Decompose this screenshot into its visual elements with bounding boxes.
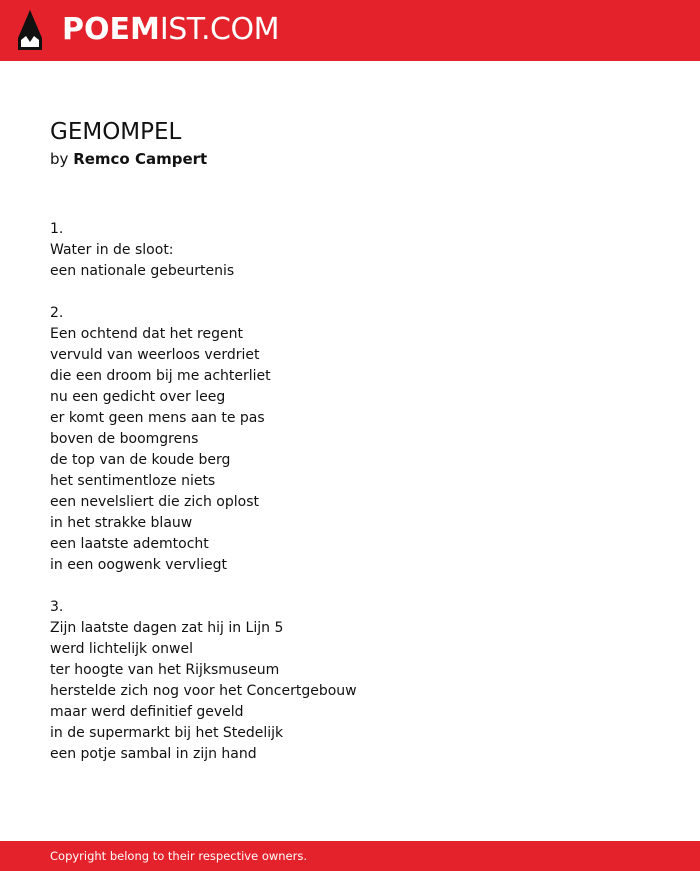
stanza-number: 2. [50, 305, 64, 321]
poem-line: herstelde zich nog voor het Concertgebouw [50, 683, 357, 699]
poem-line: in de supermarkt bij het Stedelijk [50, 725, 284, 741]
stanza-number: 1. [50, 221, 64, 237]
poem-line: ter hoogte van het Rijksmuseum [50, 662, 280, 678]
stanza-number: 3. [50, 599, 64, 615]
pencil-tip-icon[interactable] [18, 10, 42, 50]
stanza [50, 219, 650, 282]
poem-byline [50, 149, 207, 169]
by-label: by [50, 150, 69, 168]
stanza [50, 303, 650, 576]
stanza [50, 597, 650, 765]
poem-line: nu een gedicht over leeg [50, 389, 226, 405]
brand-light-text: IST.COM [159, 12, 279, 47]
poem-body [50, 219, 650, 786]
site-footer [0, 841, 700, 871]
poem-title: GEMOMPEL [50, 119, 182, 145]
poem-line: maar werd definitief geveld [50, 704, 244, 720]
poem-line: vervuld van weerloos verdriet [50, 347, 260, 363]
poem-line: werd lichtelijk onwel [50, 641, 193, 657]
copyright-text: Copyright belong to their respective owners. [50, 849, 308, 863]
poem-line: de top van de koude berg [50, 452, 231, 468]
site-header [0, 0, 700, 61]
poem-line: een nationale gebeurtenis [50, 263, 235, 279]
poem-line: een potje sambal in zijn hand [50, 746, 257, 762]
poem-line: Een ochtend dat het regent [50, 326, 243, 342]
poem-line: het sentimentloze niets [50, 473, 216, 489]
poem-author: Remco Campert [73, 150, 208, 168]
poem-line: in het strakke blauw [50, 515, 193, 531]
site-logo-text[interactable] [62, 12, 279, 48]
poem-line: een nevelsliert die zich oplost [50, 494, 259, 510]
poem-line: een laatste ademtocht [50, 536, 209, 552]
poem-line: boven de boomgrens [50, 431, 199, 447]
poem-line: er komt geen mens aan te pas [50, 410, 265, 426]
brand-bold-text: POEM [62, 12, 160, 47]
poem-line: in een oogwenk vervliegt [50, 557, 227, 573]
poem-line: Zijn laatste dagen zat hij in Lijn 5 [50, 620, 284, 636]
poem-line: Water in de sloot: [50, 242, 174, 258]
poem-line: die een droom bij me achterliet [50, 368, 271, 384]
